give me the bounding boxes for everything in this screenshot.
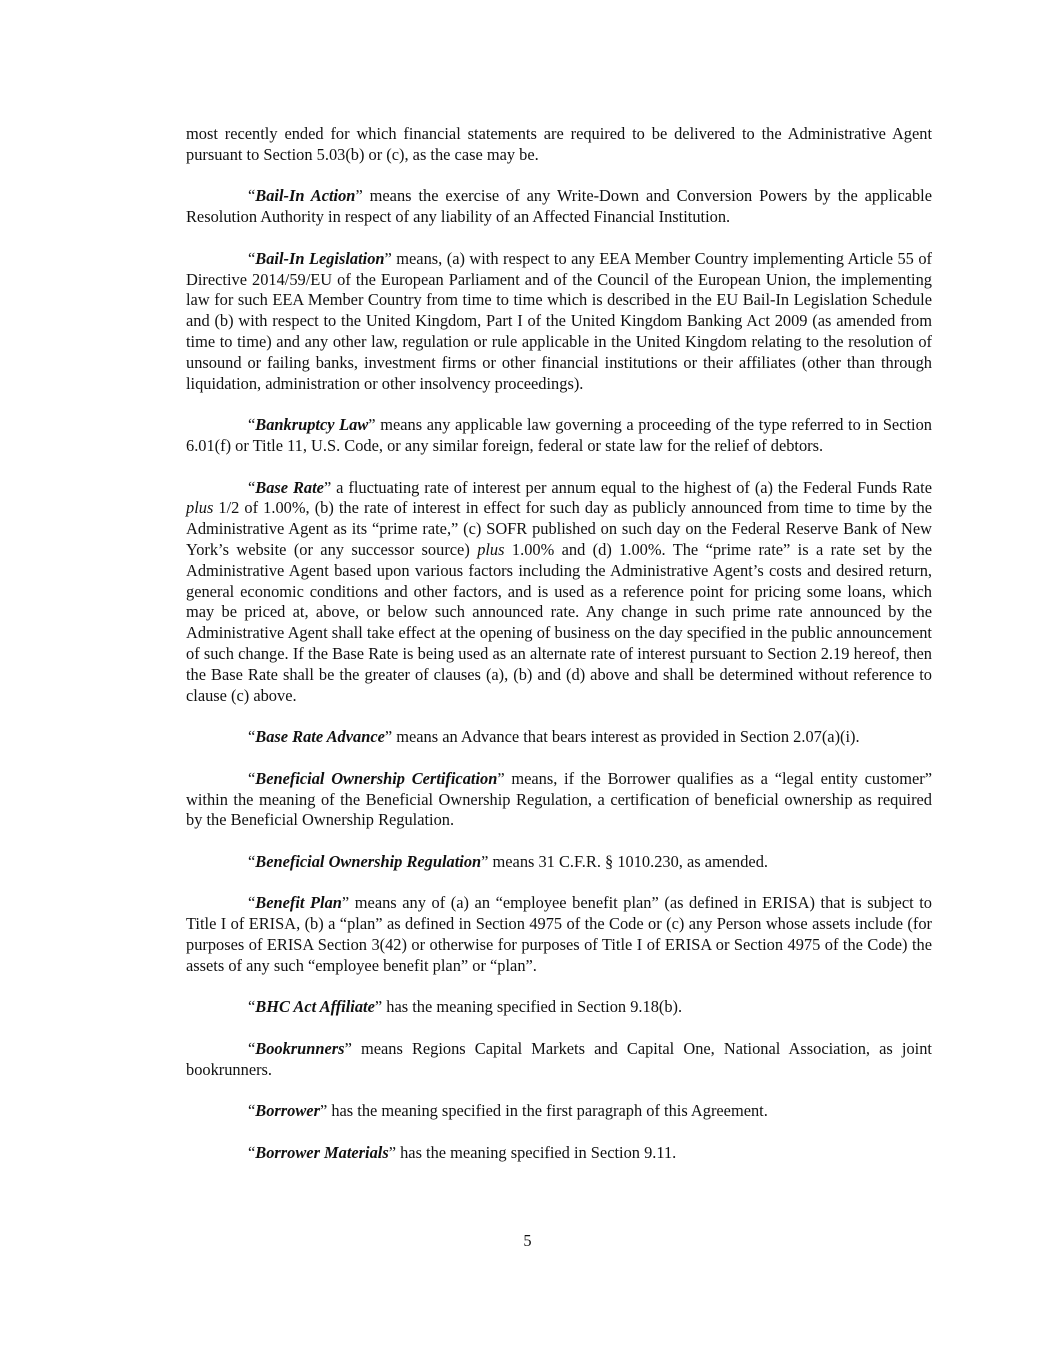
definition-bankruptcy-law: [186, 415, 932, 457]
defined-term: Base Rate: [255, 477, 324, 497]
defined-term: Base Rate Advance: [255, 727, 385, 747]
definition-text: means Regions Capital Markets and Capital One, National Association, as joint bookrunners.: [186, 1039, 932, 1079]
definition-text: means, if the Borrower qualifies as a “legal entity customer” within the meaning of the Beneficial Ownership Regulation, a certification of beneficial ownership as required by the Beneficial Ownership Regulation.: [186, 768, 932, 830]
definition-bhc-act-affiliate: [186, 997, 932, 1018]
definition-base-rate: [186, 478, 932, 707]
open-quote: “: [248, 477, 256, 497]
defined-term: BHC Act Affiliate: [255, 997, 375, 1017]
close-quote: ”: [497, 768, 505, 788]
close-quote: ”: [384, 727, 393, 747]
close-quote: ”: [355, 186, 363, 206]
close-quote: ”: [374, 997, 383, 1017]
open-quote: “: [248, 415, 256, 435]
defined-term: Beneficial Ownership Regulation: [255, 851, 482, 871]
definition-text: means 31 C.F.R. § 1010.230, as amended.: [488, 851, 768, 871]
paragraph-continuation: [186, 124, 932, 166]
definition-text-part-2: 1/2 of 1.00%, (b) the rate of interest in effect for such day as publicly announced from time to time by the Administrative Agent as its “prime rate,” (c) SOFR published on such day on the Federal Reserve Bank of New York’s website (or any successor source): [186, 498, 932, 559]
definition-bail-in-legislation: [186, 249, 932, 395]
close-quote: ”: [481, 851, 489, 871]
open-quote: “: [248, 727, 256, 747]
defined-term: Bail-In Action: [255, 186, 356, 206]
defined-term: Bookrunners: [255, 1039, 345, 1059]
defined-term: Benefit Plan: [255, 893, 342, 913]
definition-borrower-materials: [186, 1143, 932, 1164]
open-quote: “: [248, 1143, 256, 1163]
definition-text: means the exercise of any Write-Down and Conversion Powers by the applicable Resolution Authority in respect of any liability of an Affected Financial Institution.: [186, 186, 933, 227]
close-quote: ”: [388, 1143, 396, 1163]
italic-plus: plus: [477, 539, 505, 559]
definition-text: has the meaning specified in Section 9.11.: [396, 1143, 677, 1163]
definition-text: has the meaning specified in Section 9.18(b).: [382, 997, 683, 1017]
definition-text: has the meaning specified in the first paragraph of this Agreement.: [327, 1101, 768, 1121]
definition-text: means, (a) with respect to any EEA Member Country implementing Article 55 of Directive 2014/59/EU of the European Parliament and of the Council of the European Union, the implementing law for such EEA Member Country from time to time which is described in the EU Bail-In Legislation Schedule and (b) with respect to the United Kingdom, Part I of the United Kingdom Banking Act 2009 (as amended from time to time) and any other law, regulation or rule applicable in the United Kingdom relating to the resolution of unsound or failing banks, investment firms or other financial institutions or their affiliates (other than through liquidation, administration or other insolvency proceedings).: [186, 248, 932, 393]
close-quote: ”: [344, 1039, 352, 1059]
open-quote: “: [248, 851, 256, 871]
paragraph-text: most recently ended for which financial statements are required to be delivered to the Administrative Agent pursuant to Section 5.03(b) or (c), as the case may be.: [186, 124, 932, 164]
defined-term: Bankruptcy Law: [255, 415, 369, 435]
definition-text: means an Advance that bears interest as provided in Section 2.07(a)(i).: [392, 727, 860, 747]
definition-base-rate-advance: [186, 727, 932, 748]
open-quote: “: [248, 768, 256, 788]
open-quote: “: [248, 997, 256, 1017]
open-quote: “: [248, 1039, 256, 1059]
definition-text-part-1: a fluctuating rate of interest per annum equal to the highest of (a) the Federal Funds Rate: [331, 477, 932, 497]
open-quote: “: [248, 186, 256, 206]
definition-text: means any of (a) an “employee benefit plan” (as defined in ERISA) that is subject to Title I of ERISA, (b) a “plan” as defined in Section 4975 of the Code or (c) any Person whose assets include (for purposes of ERISA Section 3(42) or otherwise for purposes of Title I of ERISA or Section 4975 of the Code) the assets of any such “employee benefit plan” or “plan”.: [186, 893, 932, 975]
definition-text: means any applicable law governing a proceeding of the type referred to in Section 6.01(f) or Title 11, U.S. Code, or any similar foreign, federal or state law for the relief of debtors.: [186, 415, 932, 455]
definition-borrower: [186, 1101, 932, 1122]
close-quote: ”: [323, 477, 332, 497]
close-quote: ”: [368, 415, 376, 435]
open-quote: “: [248, 248, 256, 268]
defined-term: Borrower: [255, 1101, 320, 1121]
definition-bookrunners: [186, 1039, 932, 1081]
open-quote: “: [248, 893, 256, 913]
definition-beneficial-ownership-certification: [186, 769, 932, 831]
italic-plus: plus: [186, 498, 214, 518]
defined-term: Beneficial Ownership Certification: [255, 768, 498, 788]
definition-beneficial-ownership-regulation: [186, 852, 932, 873]
defined-term: Borrower Materials: [255, 1143, 389, 1163]
definition-text-part-3: 1.00% and (d) 1.00%. The “prime rate” is a rate set by the Administrative Agent based upon various factors including the Administrative Agent’s costs and desired return, general economic conditions and other factors, and is used as a reference point for pricing some loans, which may be priced at, above, or below such announced rate. Any change in such prime rate announced by the Administrative Agent shall take effect at the opening of business on the day specified in the public announcement of such change. If the Base Rate is being used as an alternate rate of interest pursuant to Section 2.19 hereof, then the Base Rate shall be the greater of clauses (a), (b) and (d) above and shall be determined without reference to clause (c) above.: [186, 539, 932, 705]
open-quote: “: [248, 1101, 256, 1121]
close-quote: ”: [319, 1101, 328, 1121]
defined-term: Bail-In Legislation: [255, 248, 385, 268]
close-quote: ”: [384, 248, 392, 268]
definition-bail-in-action: [186, 186, 932, 228]
definition-benefit-plan: [186, 893, 932, 976]
close-quote: ”: [341, 893, 350, 913]
page-number: 5: [523, 1231, 532, 1250]
document-page: [186, 124, 932, 1185]
